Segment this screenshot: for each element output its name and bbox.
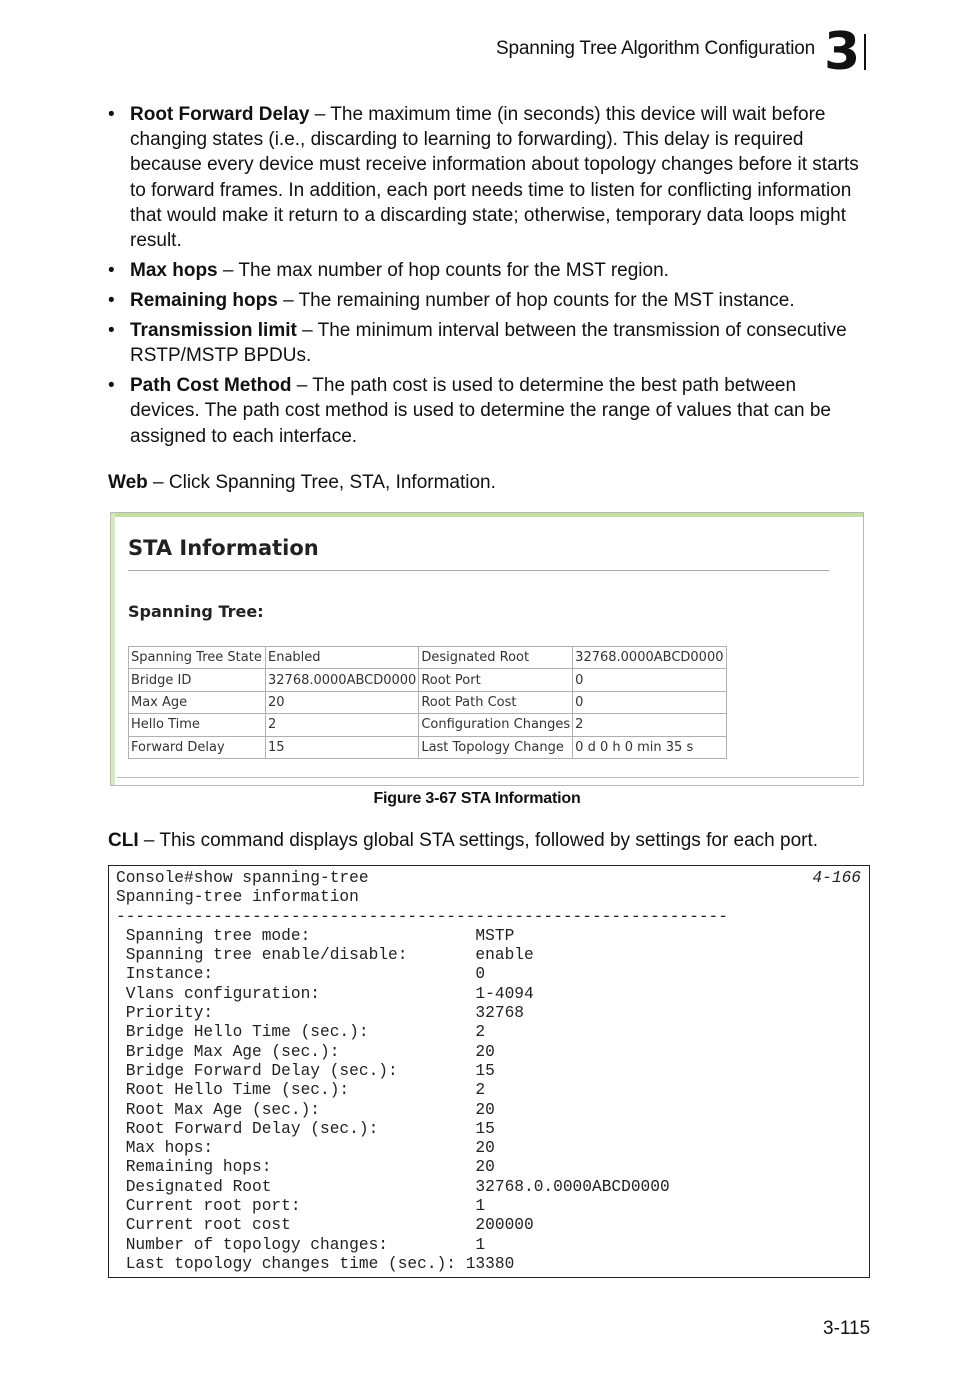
bullet-text: – The path cost is used to determine the best path between devices. The path cost method is used to determine the range of values that can be assigned to each interface. [130,375,831,447]
table-cell: Spanning Tree State [129,647,266,669]
sta-info-table [128,646,727,759]
table-cell: Last Topology Change [419,736,573,758]
chapter-number: 3 [824,22,861,82]
web-instruction [108,472,496,494]
bullet-text: – The minimum interval between the transmission of consecutive RSTP/MSTP BPDUs. [130,320,847,367]
table-row [129,714,727,736]
table-cell: 0 [573,669,726,691]
bullet-term: Path Cost Method [130,375,292,397]
field-definition-list [108,102,868,454]
section-title: Spanning Tree: [128,602,264,621]
bullet-root-forward-delay [108,102,868,253]
bullet-term: Root Forward Delay [130,104,310,125]
bullet-remaining-hops [108,288,868,313]
bullet-path-cost-method [108,373,868,449]
table-cell: Max Age [129,691,266,713]
table-cell: Designated Root [419,647,573,669]
cli-text: – This command displays global STA settings, followed by settings for each port. [138,830,819,851]
table-cell: 2 [266,714,419,736]
chapter-divider [864,34,866,70]
table-cell: 32768.0000ABCD0000 [573,647,726,669]
command-reference: 4-166 [812,869,861,887]
table-cell: Root Port [419,669,573,691]
cli-example-box [108,865,870,1278]
bullet-term: Max hops [130,260,218,282]
cli-label: CLI [108,830,139,851]
table-cell: Root Path Cost [419,691,573,713]
bullet-transmission-limit [108,318,868,368]
table-cell: 0 [573,691,726,713]
table-row [129,647,727,669]
table-cell: 32768.0000ABCD0000 [266,669,419,691]
table-row [129,669,727,691]
table-row [129,691,727,713]
cli-instruction [108,830,818,852]
table-cell: 0 d 0 h 0 min 35 s [573,736,726,758]
bottom-divider [117,777,859,778]
web-text: – Click Spanning Tree, STA, Information. [147,472,496,493]
bullet-term: Transmission limit [130,320,297,342]
table-cell: Bridge ID [129,669,266,691]
cli-output: Console#show spanning-tree Spanning-tree information --------------------------------------------------------------- Spanning tree mode: MSTP Spanning tree enable/disable: enable Instance: 0 Vlans configuration: 1-4094 Priority: 32768 Bridge Hello Time (sec.): 2 Bridge Max Age (sec.): 20 Bridge Forward Delay (sec.): 15 Root Hello Time (sec.): 2 Root Max Age (sec.): 20 Root Forward Delay (sec.): 15 Max hops: 20 Remaining hops: 20 Designated Root 32768.0.0000ABCD0000 Current root port: 1 Current root cost 200000 Number of topology changes: 1 Last topology changes time (sec.): 13380 [116,869,728,1273]
sta-information-screenshot [110,512,864,786]
table-cell: Forward Delay [129,736,266,758]
table-cell: 15 [266,736,419,758]
table-row [129,736,727,758]
bullet-text: – The maximum time (in seconds) this device will wait before changing states (i.e., discarding to learning to forwarding). This delay is required because every device must receive information about topology changes before it starts to forward frames. In addition, each port needs time to listen for conflicting information that would make it return to a discarding state; otherwise, temporary data loops might result. [130,104,859,252]
table-cell: Hello Time [129,714,266,736]
bullet-text: – The max number of hop counts for the MST region. [217,260,669,282]
bullet-text: – The remaining number of hop counts for the MST instance. [277,290,795,312]
screenshot-top-border [111,513,863,517]
screenshot-left-border [111,513,115,785]
web-label: Web [108,472,148,493]
page-number: 3-115 [823,1318,871,1339]
bullet-max-hops [108,258,868,283]
figure-caption: Figure 3-67 STA Information [373,790,581,807]
page-title: STA Information [128,536,319,560]
table-cell: Configuration Changes [419,714,573,736]
table-cell: Enabled [266,647,419,669]
title-divider [128,570,829,571]
header-title: Spanning Tree Algorithm Configuration [496,38,815,59]
bullet-term: Remaining hops [130,290,278,312]
table-cell: 20 [266,691,419,713]
table-cell: 2 [573,714,726,736]
